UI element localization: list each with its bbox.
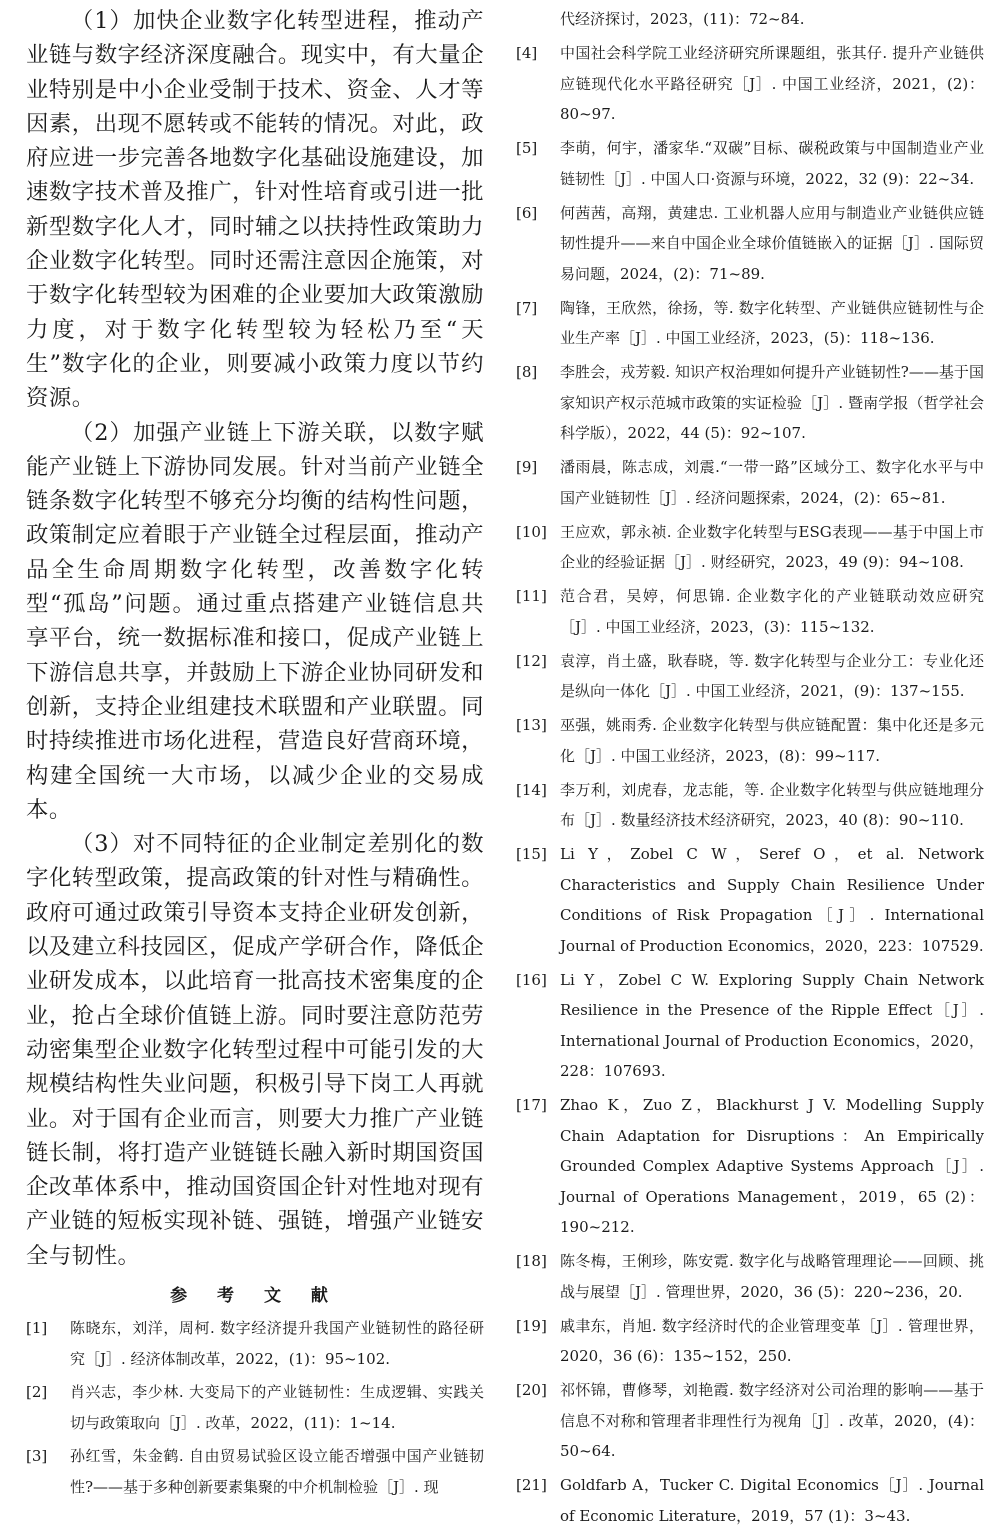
reference-text: 中国社会科学院工业经济研究所课题组，张其仔. 提升产业链供应链现代化水平路径研究［J］. 中国工业经济，2021，(2)：80~97. (560, 44, 984, 123)
reference-text: 戚聿东，肖旭. 数字经济时代的企业管理变革［J］. 管理世界，2020，36 (6)：135~152，250. (560, 1316, 984, 1365)
reference-text: 王应欢，郭永祯. 企业数字化转型与ESG表现——基于中国上市企业的经验证据［J］. 财经研究，2023，49 (9)：94~108. (560, 522, 984, 571)
reference-5 (516, 133, 984, 194)
reference-number: [11] (516, 587, 547, 605)
reference-17 (516, 1090, 984, 1243)
reference-13 (516, 710, 984, 771)
reference-3-continuation (516, 4, 984, 35)
reference-text: 陈晓东，刘洋，周柯. 数字经济提升我国产业链韧性的路径研究［J］. 经济体制改革，2022，(1)：95~102. (70, 1318, 484, 1368)
reference-11 (516, 581, 984, 642)
reference-14 (516, 775, 984, 836)
reference-text: 李万利，刘虎春，龙志能，等. 企业数字化转型与供应链地理分布［J］. 数量经济技术经济研究，2023，40 (8)：90~110. (560, 780, 984, 829)
reference-8 (516, 357, 984, 449)
reference-text: 代经济探讨，2023，(11)：72~84. (560, 10, 805, 28)
reference-number: [3] (26, 1446, 48, 1465)
reference-number: [14] (516, 780, 547, 799)
body-paragraph-1: （1）加快企业数字化转型进程，推动产业链与数字经济深度融合。现实中，有大量企业特别是中小企业受制于技术、资金、人才等因素，出现不愿转或不能转的情况。对此，政府应进一步完善各地数字化基础设施建设，加速数字技术普及推广，针对性培育或引进一批新型数字化人才，同时辅之以扶持性政策助力企业数字化转型。同时还需注意因企施策，对于数字化转型较为困难的企业要加大政策激励力度，对于数字化转型较为轻松乃至“天生”数字化的企业，则要减小政策力度以节约资源。 (26, 8, 484, 412)
reference-number: [13] (516, 716, 547, 734)
reference-number: [19] (516, 1316, 547, 1335)
reference-text: 范合君，吴婷，何思锦. 企业数字化的产业链联动效应研究［J］. 中国工业经济，2023，(3)：115~132. (560, 587, 984, 636)
reference-number: [12] (516, 651, 547, 670)
reference-4 (516, 38, 984, 130)
reference-text: Goldfarb A，Tucker C. Digital Economics［J］. Journal of Economic Literature，2019，57 (1)：3~43. (560, 1476, 984, 1525)
reference-text: 陶锋，王欣然，徐扬，等. 数字化转型、产业链供应链韧性与企业生产率［J］. 中国工业经济，2023，(5)：118~136. (560, 298, 984, 347)
references-heading: 参 考 文 献 (170, 1285, 340, 1306)
reference-number: [21] (516, 1476, 547, 1494)
reference-text: 孙红雪，朱金鹤. 自由贸易试验区设立能否增强中国产业链韧性?——基于多种创新要素集聚的中介机制检验［J］. 现 (70, 1446, 484, 1496)
reference-12 (516, 646, 984, 707)
reference-text: 何茜茜，高翔，黄建忠. 工业机器人应用与制造业产业链供应链韧性提升——来自中国企业全球价值链嵌入的证据［J］. 国际贸易问题，2024，(2)：71~89. (560, 203, 984, 283)
reference-9 (516, 452, 984, 513)
reference-16 (516, 965, 984, 1087)
reference-number: [9] (516, 458, 538, 476)
reference-text: 李萌，何宇，潘家华.“双碳”目标、碳税政策与中国制造业产业链韧性［J］. 中国人口·资源与环境，2022，32 (9)：22~34. (560, 139, 984, 188)
reference-10 (516, 517, 984, 578)
reference-text: Zhao K，Zuo Z，Blackhurst J V. Modelling Supply Chain Adaptation for Disruptions：An Empirically Grounded Complex Adaptive Systems Approach［J］. Journal of Operations Management，2019，65 (2)：190~212. (560, 1096, 984, 1236)
reference-2 (26, 1377, 484, 1439)
reference-number: [10] (516, 522, 547, 541)
reference-number: [2] (26, 1382, 48, 1401)
reference-18 (516, 1246, 984, 1307)
reference-number: [15] (516, 845, 547, 863)
reference-15 (516, 839, 984, 961)
left-column (26, 0, 484, 1505)
reference-text: 袁淳，肖土盛，耿春晓，等. 数字化转型与企业分工：专业化还是纵向一体化［J］. 中国工业经济，2021，(9)：137~155. (560, 651, 984, 700)
reference-1 (26, 1313, 484, 1375)
reference-number: [20] (516, 1381, 547, 1399)
reference-text: 祁怀锦，曹修琴，刘艳霞. 数字经济对公司治理的影响——基于信息不对称和管理者非理性行为视角［J］. 改革，2020，(4)：50~64. (560, 1381, 984, 1460)
body-paragraph-2: （2）加强产业链上下游关联，以数字赋能产业链上下游协同发展。针对当前产业链全链条数字化转型不够充分均衡的结构性问题，政策制定应着眼于产业链全过程层面，推动产品全生命周期数字化转型，改善数字化转型“孤岛”问题。通过重点搭建产业链信息共享平台，统一数据标准和接口，促成产业链上下游信息共享，并鼓励上下游企业协同研发和创新，支持企业组建技术联盟和产业联盟。同时持续推进市场化进程，营造良好营商环境，构建全国统一大市场，以减少企业的交易成本。 (26, 419, 484, 823)
references-list (516, 38, 984, 1531)
reference-text: 陈冬梅，王俐珍，陈安霓. 数字化与战略管理理论——回顾、挑战与展望［J］. 管理世界，2020，36 (5)：220~236，20. (560, 1252, 984, 1301)
reference-number: [7] (516, 298, 538, 317)
reference-3 (26, 1441, 484, 1503)
reference-number: [18] (516, 1252, 547, 1270)
reference-number: [1] (26, 1318, 48, 1337)
reference-6 (516, 198, 984, 290)
reference-number: [6] (516, 203, 538, 222)
reference-text: Li Y，Zobel C W，Seref O，et al. Network Characteristics and Supply Chain Resilience Under Conditions of Risk Propagation［J］. International Journal of Production Economics，2020，223：107529. (560, 845, 984, 955)
reference-7 (516, 293, 984, 354)
body-paragraph-3: （3）对不同特征的企业制定差别化的数字化转型政策，提高政策的针对性与精确性。政府可通过政策引导资本支持企业研发创新，以及建立科技园区，促成产学研合作，降低企业研发成本，以此培育一批高技术密集度的企业，抢占全球价值链上游。同时要注意防范劳动密集型企业数字化转型过程中可能引发的大规模结构性失业问题，积极引导下岗工人再就业。对于国有企业而言，则要大力推广产业链链长制，将打造产业链链长融入新时期国资国企改革体系中，推动国资国企针对性地对现有产业链的短板实现补链、强链，增强产业链安全与韧性。 (26, 831, 484, 1269)
reference-21 (516, 1470, 984, 1531)
reference-text: Li Y，Zobel C W. Exploring Supply Chain Network Resilience in the Presence of the Ripple Effect［J］. International Journal of Production Economics，2020，228：107693. (560, 970, 984, 1080)
reference-number: [16] (516, 970, 547, 989)
reference-text: 巫强，姚雨秀. 企业数字化转型与供应链配置：集中化还是多元化［J］. 中国工业经济，2023，(8)：99~117. (560, 716, 984, 765)
reference-number: [17] (516, 1096, 547, 1114)
reference-number: [5] (516, 139, 538, 157)
reference-number: [4] (516, 44, 538, 62)
reference-19 (516, 1311, 984, 1372)
reference-text: 肖兴志，李少林. 大变局下的产业链韧性：生成逻辑、实践关切与政策取向［J］. 改革，2022，(11)：1~14. (70, 1382, 484, 1432)
right-column (516, 0, 984, 1535)
reference-text: 潘雨晨，陈志成，刘震.“一带一路”区域分工、数字化水平与中国产业链韧性［J］. 经济问题探索，2024，(2)：65~81. (560, 458, 984, 507)
reference-text: 李胜会，戎芳毅. 知识产权治理如何提升产业链韧性?——基于国家知识产权示范城市政策的实证检验［J］. 暨南学报（哲学社会科学版），2022，44 (5)：92~107. (560, 363, 984, 442)
reference-number: [8] (516, 363, 538, 381)
